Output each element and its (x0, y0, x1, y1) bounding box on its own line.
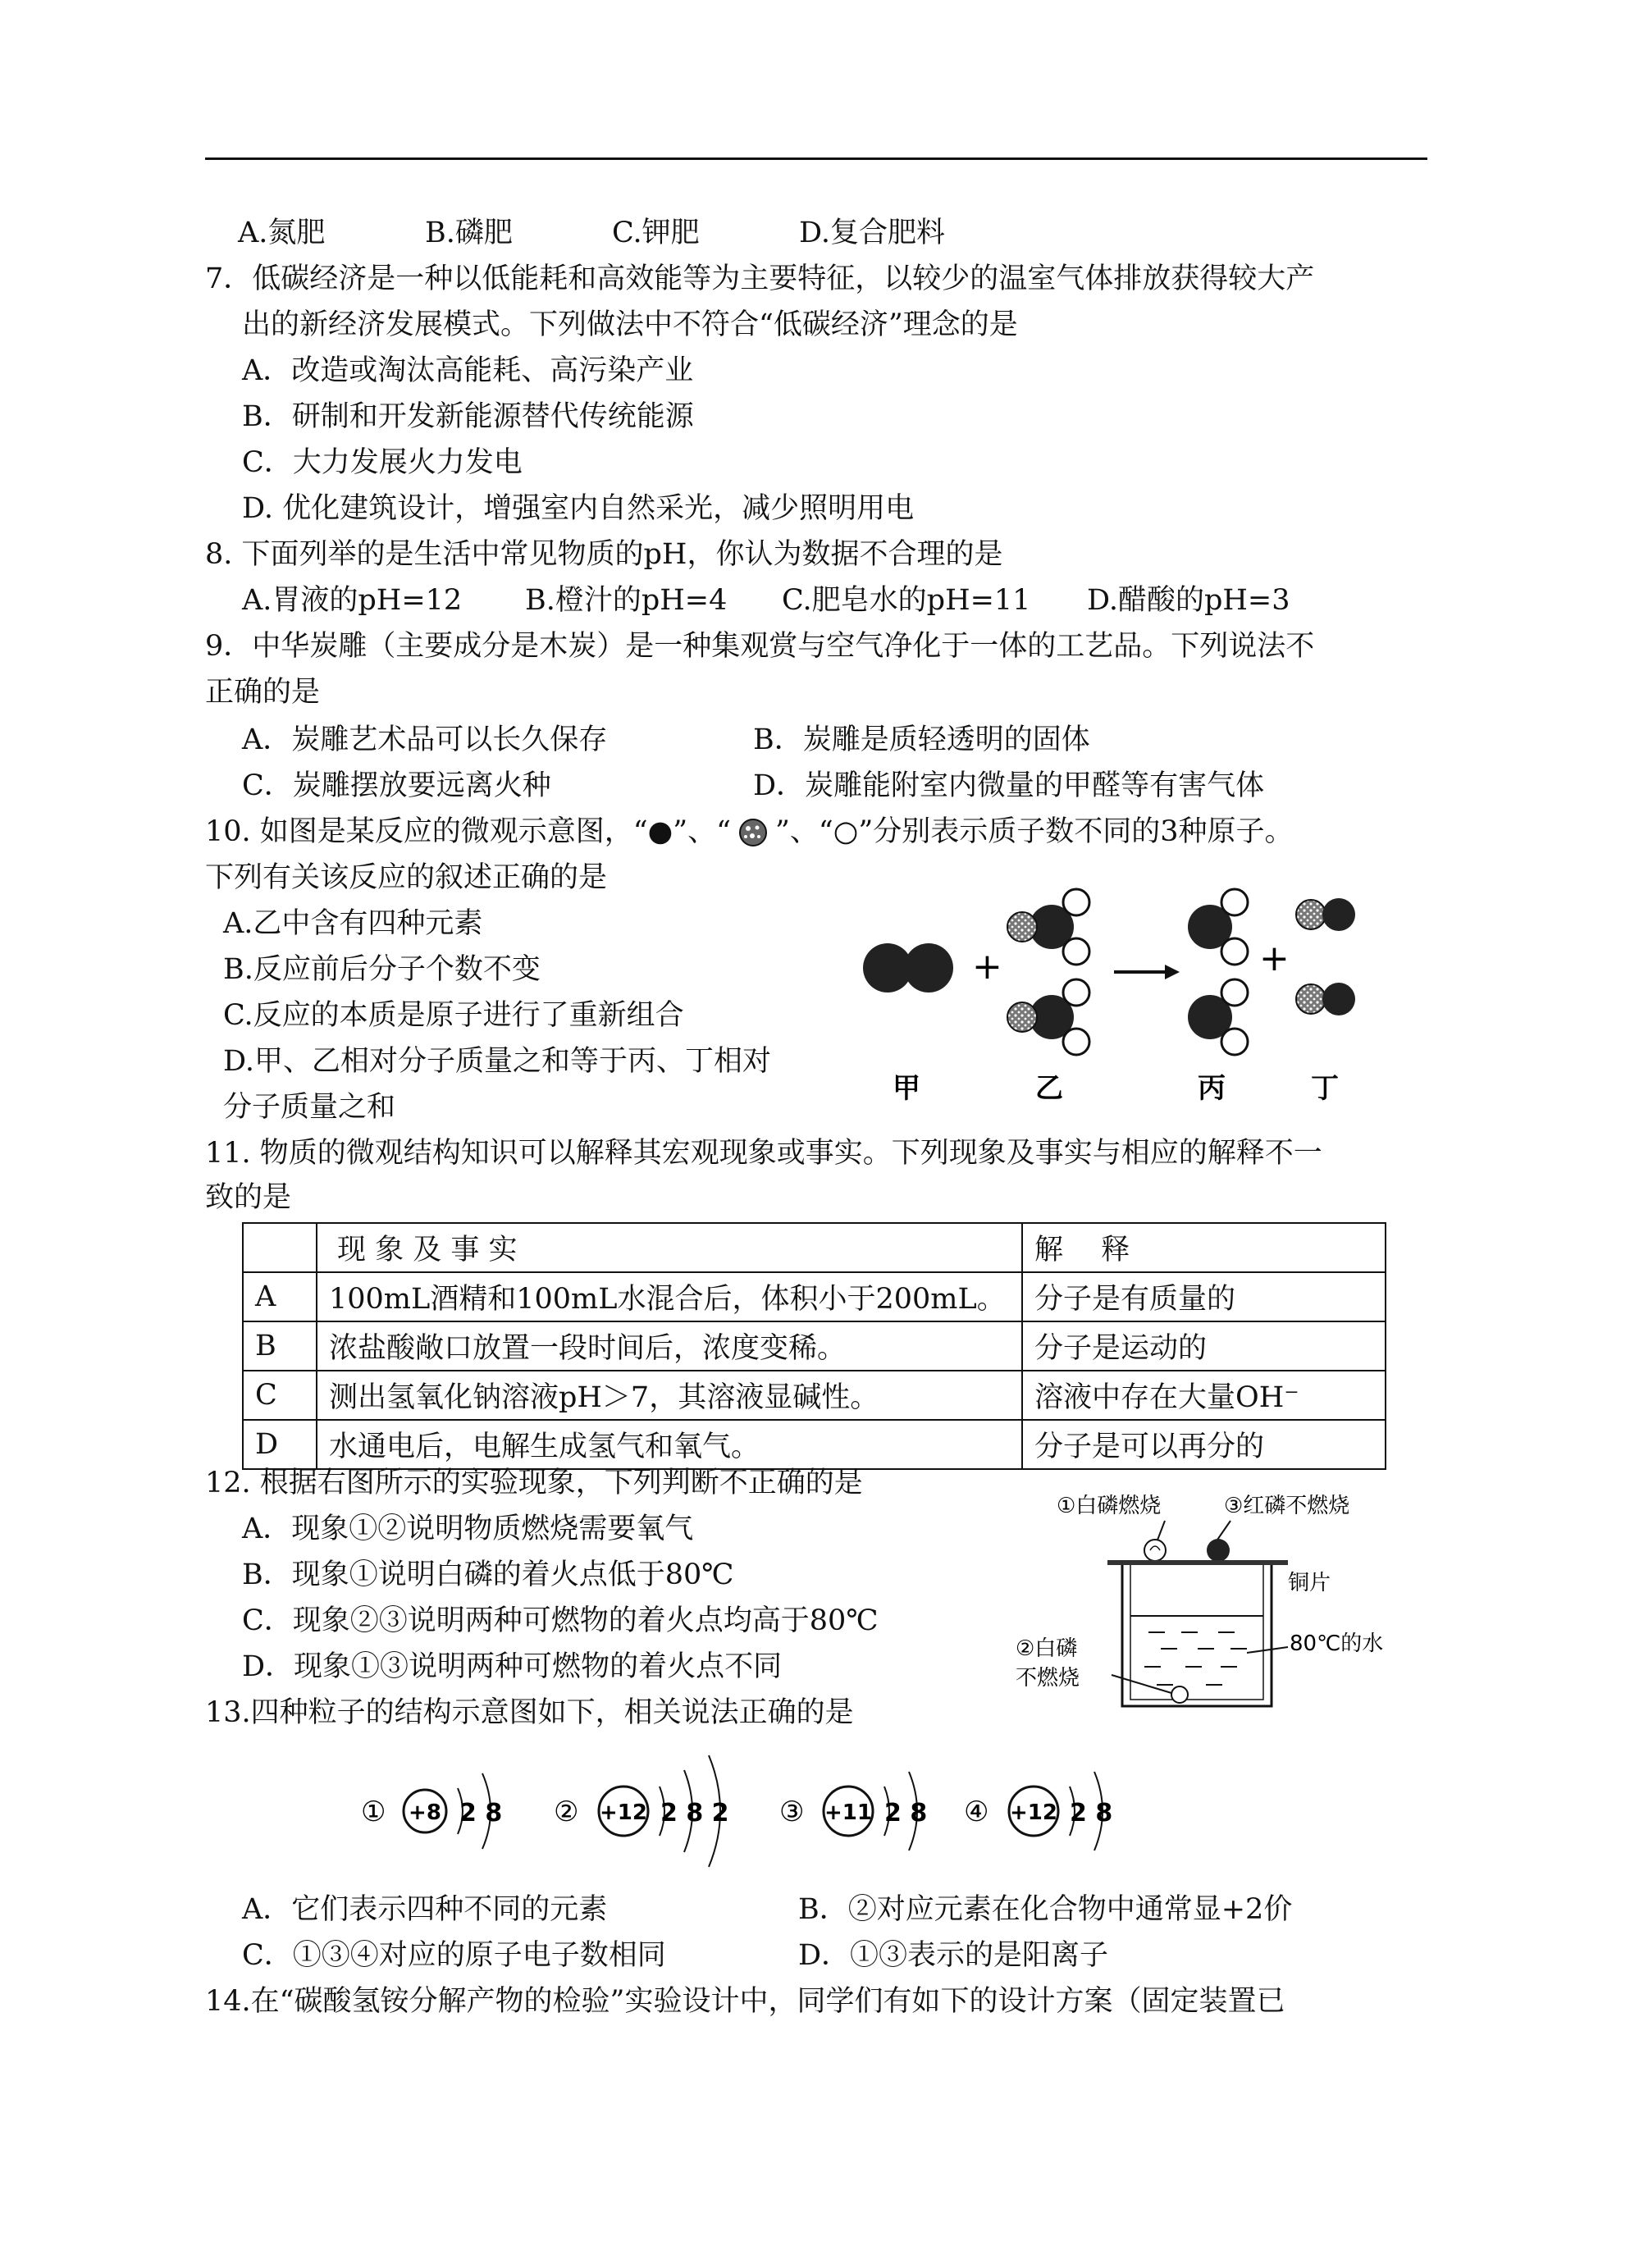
q7-stem-line1: 7．低碳经济是一种以低能耗和高效能等为主要特征，以较少的温室气体排放获得较大产 (205, 262, 1315, 295)
q9-stem-line2: 正确的是 (205, 676, 321, 709)
submerged-phosphorus-icon (1171, 1686, 1188, 1703)
q9-option-b: B．炭雕是质轻透明的固体 (753, 723, 1090, 756)
table-cell: 分子是运动的 (1022, 1321, 1386, 1371)
particle-1 (361, 1773, 502, 1849)
q13-option-a: A．它们表示四种不同的元素 (242, 1893, 608, 1926)
table-header-cell (243, 1223, 317, 1272)
label-copper-plate: 铜片 (1288, 1571, 1331, 1595)
q8-option-a: A.胃液的pH=12 (242, 584, 463, 617)
q11-stem-line2: 致的是 (205, 1181, 292, 1214)
plus-sign-2: + (1259, 938, 1290, 979)
table-cell: 分子是可以再分的 (1022, 1420, 1386, 1469)
label-white-phosphorus-burning: ①白磷燃烧 (1057, 1494, 1162, 1518)
white-phosphorus-icon (1144, 1540, 1166, 1561)
table-row (243, 1272, 1386, 1321)
label-red-phosphorus-not-burning: ③红磷不燃烧 (1224, 1494, 1350, 1518)
particle-1-nucleus: +8 (409, 1800, 441, 1825)
label-jia: 甲 (893, 1072, 920, 1105)
label-ding: 丁 (1311, 1072, 1339, 1105)
q12-option-c: C．现象②③说明两种可燃物的着火点均高于80℃ (242, 1604, 879, 1637)
label-submerged-phosphorus: ②白磷 (1016, 1636, 1078, 1661)
molecule-bing-top (1188, 889, 1248, 965)
header-rule (205, 157, 1427, 160)
table-row (243, 1420, 1386, 1469)
table-cell: 溶液中存在大量OH⁻ (1022, 1371, 1386, 1420)
q8-option-d: D.醋酸的pH=3 (1087, 584, 1290, 617)
q6-option-b: B.磷肥 (425, 217, 513, 249)
particle-1-shells: 2 8 (459, 1799, 503, 1828)
table-cell: 测出氢氧化钠溶液pH＞7，其溶液显碱性。 (317, 1371, 1022, 1420)
particle-3-number: ③ (779, 1796, 805, 1828)
particle-1-number: ① (361, 1796, 386, 1828)
q10-stem-part2: ”、“○”分别表示质子数不同的3种原子。 (775, 815, 1294, 848)
q9-option-c: C．炭雕摆放要远离火种 (242, 769, 551, 802)
table-cell: D (243, 1420, 317, 1469)
particle-structure-diagrams (353, 1739, 1140, 1878)
q13-option-c: C．①③④对应的原子电子数相同 (242, 1939, 666, 1972)
red-phosphorus-icon (1207, 1539, 1230, 1562)
q6-options (238, 213, 945, 253)
copper-plate (1107, 1560, 1288, 1565)
table-row (243, 1321, 1386, 1371)
label-not-burning: 不燃烧 (1016, 1666, 1080, 1691)
molecule-yi-top (1007, 889, 1089, 965)
q10-stem-part1: 10. 如图是某反应的微观示意图，“●”、“ (205, 815, 732, 848)
q10-stem-line2: 下列有关该反应的叙述正确的是 (205, 861, 608, 894)
q12-option-a: A．现象①②说明物质燃烧需要氧气 (242, 1513, 694, 1545)
particle-3 (779, 1772, 927, 1850)
table-cell: 水通电后，电解生成氢气和氧气。 (317, 1420, 1022, 1469)
molecule-ding-top (1296, 898, 1355, 931)
q13-option-d: D．①③表示的是阳离子 (798, 1939, 1109, 1972)
q11-stem-line1: 11. 物质的微观结构知识可以解释其宏观现象或事实。下列现象及事实与相应的解释不一 (205, 1137, 1322, 1170)
q13-stem: 13.四种粒子的结构示意图如下，相关说法正确的是 (205, 1696, 854, 1729)
particle-3-shells: 2 8 (884, 1799, 928, 1828)
q9-option-d: D．炭雕能附室内微量的甲醛等有害气体 (753, 769, 1265, 802)
molecule-yi-bottom (1007, 979, 1089, 1055)
reaction-arrow (1114, 965, 1180, 979)
q8-option-c: C.肥皂水的pH=11 (782, 584, 1031, 617)
q14-stem: 14.在“碳酸氢铵分解产物的检验”实验设计中，同学们有如下的设计方案（固定装置已 (205, 1985, 1285, 2018)
plus-sign-1: + (972, 946, 1002, 988)
table-header-cell: 现 象 及 事 实 (317, 1223, 1022, 1272)
particle-4 (964, 1772, 1112, 1850)
q6-option-c: C.钾肥 (612, 217, 700, 249)
particle-4-shells: 2 8 (1070, 1799, 1113, 1828)
q7-option-b: B．研制和开发新能源替代传统能源 (242, 400, 694, 433)
label-bing: 丙 (1198, 1072, 1226, 1105)
particle-3-nucleus: +11 (824, 1800, 872, 1825)
q10-option-d-line2: 分子质量之和 (223, 1091, 396, 1124)
q12-stem: 12. 根据右图所示的实验现象，下列判断不正确的是 (205, 1467, 863, 1499)
table-cell: B (243, 1321, 317, 1371)
q11-table (242, 1222, 1386, 1470)
label-hot-water: 80℃的水 (1290, 1631, 1384, 1656)
particle-4-nucleus: +12 (1010, 1800, 1057, 1825)
table-cell: 100mL酒精和100mL水混合后，体积小于200mL。 (317, 1272, 1022, 1321)
q10-option-c: C.反应的本质是原子进行了重新组合 (223, 999, 684, 1032)
particle-2 (554, 1755, 729, 1867)
q7-stem-line2: 出的新经济发展模式。下列做法中不符合“低碳经济”理念的是 (242, 308, 1018, 341)
table-cell: C (243, 1371, 317, 1420)
table-header-row (243, 1223, 1386, 1272)
q7-option-d: D. 优化建筑设计，增强室内自然采光，减少照明用电 (242, 492, 915, 525)
q8-stem: 8. 下面列举的是生活中常见物质的pH，你认为数据不合理的是 (205, 538, 1003, 571)
table-header-cell: 解 释 (1022, 1223, 1386, 1272)
q8-options (242, 581, 1290, 620)
combustion-experiment-diagram (1009, 1485, 1403, 1723)
table-cell: A (243, 1272, 317, 1321)
dotted-atom-icon (734, 816, 772, 849)
q12-option-b: B．现象①说明白磷的着火点低于80℃ (242, 1558, 734, 1591)
q9-option-a: A．炭雕艺术品可以长久保存 (242, 723, 608, 756)
q9-stem-line1: 9．中华炭雕（主要成分是木炭）是一种集观赏与空气净化于一体的工艺品。下列说法不 (205, 630, 1315, 663)
q10-option-a: A.乙中含有四种元素 (223, 907, 483, 940)
q8-option-b: B.橙汁的pH=4 (525, 584, 728, 617)
reaction-diagram (837, 869, 1411, 1107)
q7-option-a: A．改造或淘汰高能耗、高污染产业 (242, 354, 694, 387)
q7-option-c: C．大力发展火力发电 (242, 446, 523, 479)
q13-option-b: B．②对应元素在化合物中通常显+2价 (798, 1893, 1293, 1926)
q12-option-d: D．现象①③说明两种可燃物的着火点不同 (242, 1650, 783, 1683)
molecule-bing-bottom (1188, 979, 1248, 1055)
particle-2-shells: 2 8 2 (660, 1799, 729, 1828)
molecule-ding-bottom (1296, 983, 1355, 1015)
q10-option-d-line1: D.甲、乙相对分子质量之和等于丙、丁相对 (223, 1045, 771, 1078)
table-cell: 分子是有质量的 (1022, 1272, 1386, 1321)
particle-4-number: ④ (964, 1796, 989, 1828)
particle-2-number: ② (554, 1796, 579, 1828)
q6-option-a: A.氮肥 (238, 217, 326, 249)
particle-2-nucleus: +12 (600, 1800, 647, 1825)
molecule-jia (863, 943, 953, 993)
q6-option-d: D.复合肥料 (799, 217, 945, 249)
table-row (243, 1371, 1386, 1420)
table-cell: 浓盐酸敞口放置一段时间后，浓度变稀。 (317, 1321, 1022, 1371)
label-yi: 乙 (1035, 1072, 1063, 1105)
q10-option-b: B.反应前后分子个数不变 (223, 953, 541, 986)
q10-stem-line1 (205, 812, 1294, 851)
